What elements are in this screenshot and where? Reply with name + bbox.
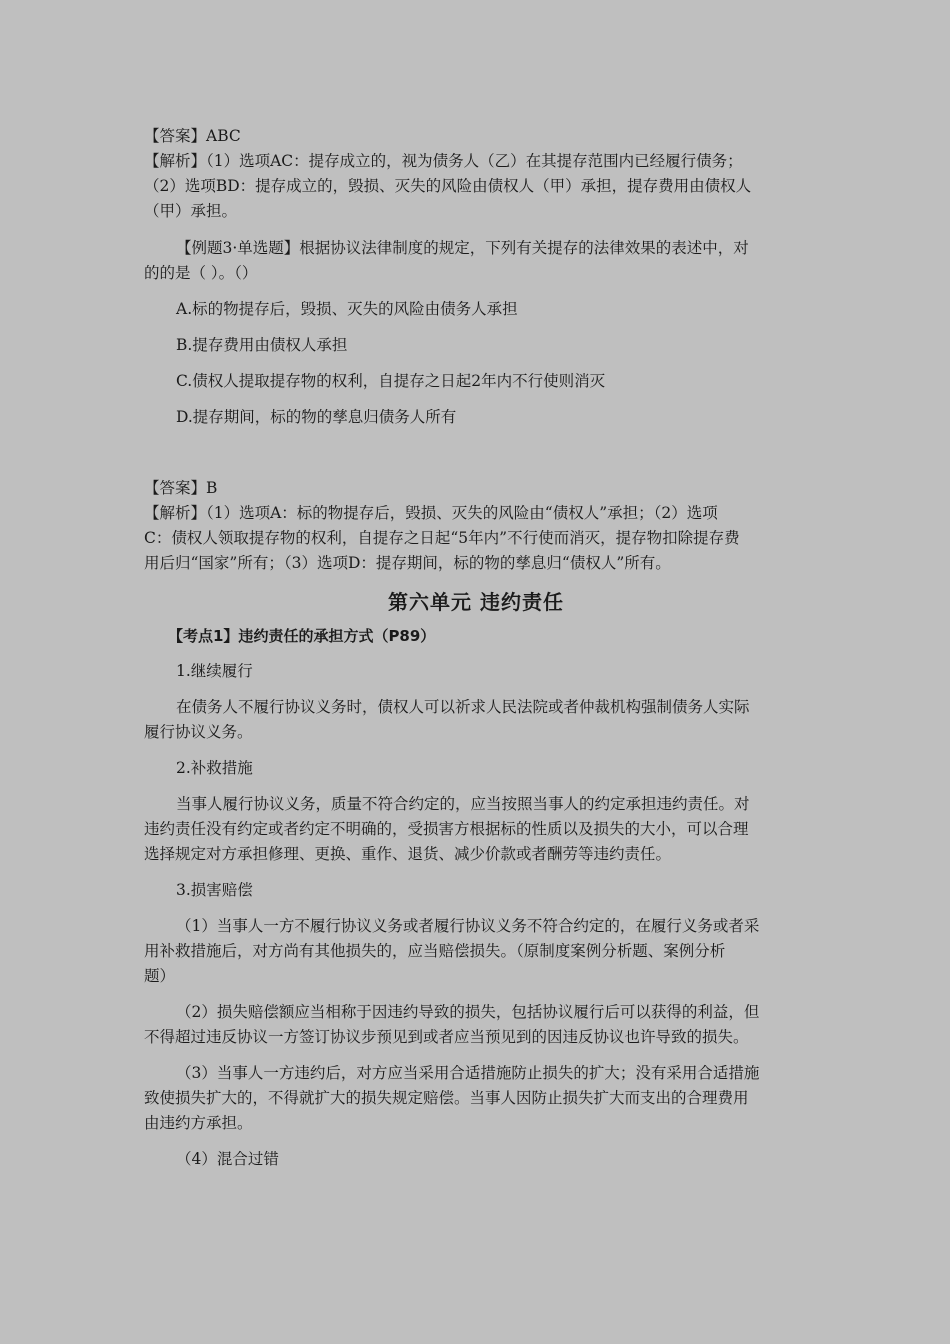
analysis-line: C：债权人领取提存物的权利，自提存之日起“5年内”不行使而消灭，提存物扣除提存费 [144,529,740,547]
paragraph-4-title: （4）混合过错 [176,1150,279,1168]
analysis-line: 【解析】（1）选项A：标的物提存后，毁损、灭失的风险由“债权人”承担；（2）选项 [144,504,718,522]
section-1-line: 履行协议义务。 [144,723,253,741]
section-1-line: 在债务人不履行协议义务时，债权人可以祈求人民法院或者仲裁机构强制债务人实际 [176,698,750,716]
option-a: A.标的物提存后，毁损、灭失的风险由债务人承担 [176,300,518,318]
paragraph-1-line: 用补救措施后，对方尚有其他损失的，应当赔偿损失。（原制度案例分析题、案例分析 [144,942,726,960]
answer-block-2 [144,476,808,576]
analysis-line: （2）选项BD：提存成立的，毁损、灭失的风险由债权人（甲）承担，提存费用由债权人 [144,177,752,195]
paragraph-3-line: 由违约方承担。 [144,1114,253,1132]
analysis-line: （甲）承担。 [144,202,238,220]
paragraph-1-line: 题） [144,967,176,985]
document-page [144,124,808,1172]
kaodian-heading: 【考点1】违约责任的承担方式（P89） [168,627,436,645]
paragraph-3-line: 致使损失扩大的，不得就扩大的损失规定赔偿。当事人因防止损失扩大而支出的合理费用 [144,1089,749,1107]
section-2-line: 选择规定对方承担修理、更换、重作、退货、减少价款或者酬劳等违约责任。 [144,845,672,863]
paragraph-1-line: （1）当事人一方不履行协议义务或者履行协议义务不符合约定的，在履行义务或者采 [176,917,760,935]
option-b: B.提存费用由债权人承担 [176,336,348,354]
answer-label: 【答案】ABC [144,127,241,145]
question-line: 【例题3·单选题】根据协议法律制度的规定，下列有关提存的法律效果的表述中，对 [176,239,749,257]
answer-block-1 [144,124,808,224]
paragraph-3-line: （3）当事人一方违约后，对方应当采用合适措施防止损失的扩大；没有采用合适措施 [176,1064,760,1082]
section-2-line: 违约责任没有约定或者约定不明确的，受损害方根据标的性质以及损失的大小，可以合理 [144,820,749,838]
example-question-3 [144,236,808,430]
paragraph-2-line: 不得超过违反协议一方签订协议步预见到或者应当预见到的因违反协议也许导致的损失。 [144,1028,749,1046]
question-line: 的的是（ ）。（） [144,264,258,282]
analysis-line: 【解析】（1）选项AC：提存成立的，视为债务人（乙）在其提存范围内已经履行债务； [144,152,743,170]
section-3-title: 3.损害赔偿 [176,881,253,899]
option-c: C.债权人提取提存物的权利，自提存之日起2年内不行使则消灭 [176,372,606,390]
section-2-line: 当事人履行协议义务，质量不符合约定的，应当按照当事人的约定承担违约责任。对 [176,795,750,813]
section-1-title: 1.继续履行 [176,662,253,680]
paragraph-2-line: （2）损失赔偿额应当相称于因违约导致的损失，包括协议履行后可以获得的利益，但 [176,1003,760,1021]
analysis-line: 用后归“国家”所有；（3）选项D：提存期间，标的物的孳息归“债权人”所有。 [144,554,671,572]
answer-label: 【答案】B [144,479,218,497]
unit-title: 第六单元 违约责任 [388,590,564,614]
option-d: D.提存期间，标的物的孳息归债务人所有 [176,408,457,426]
section-2-title: 2.补救措施 [176,759,253,777]
